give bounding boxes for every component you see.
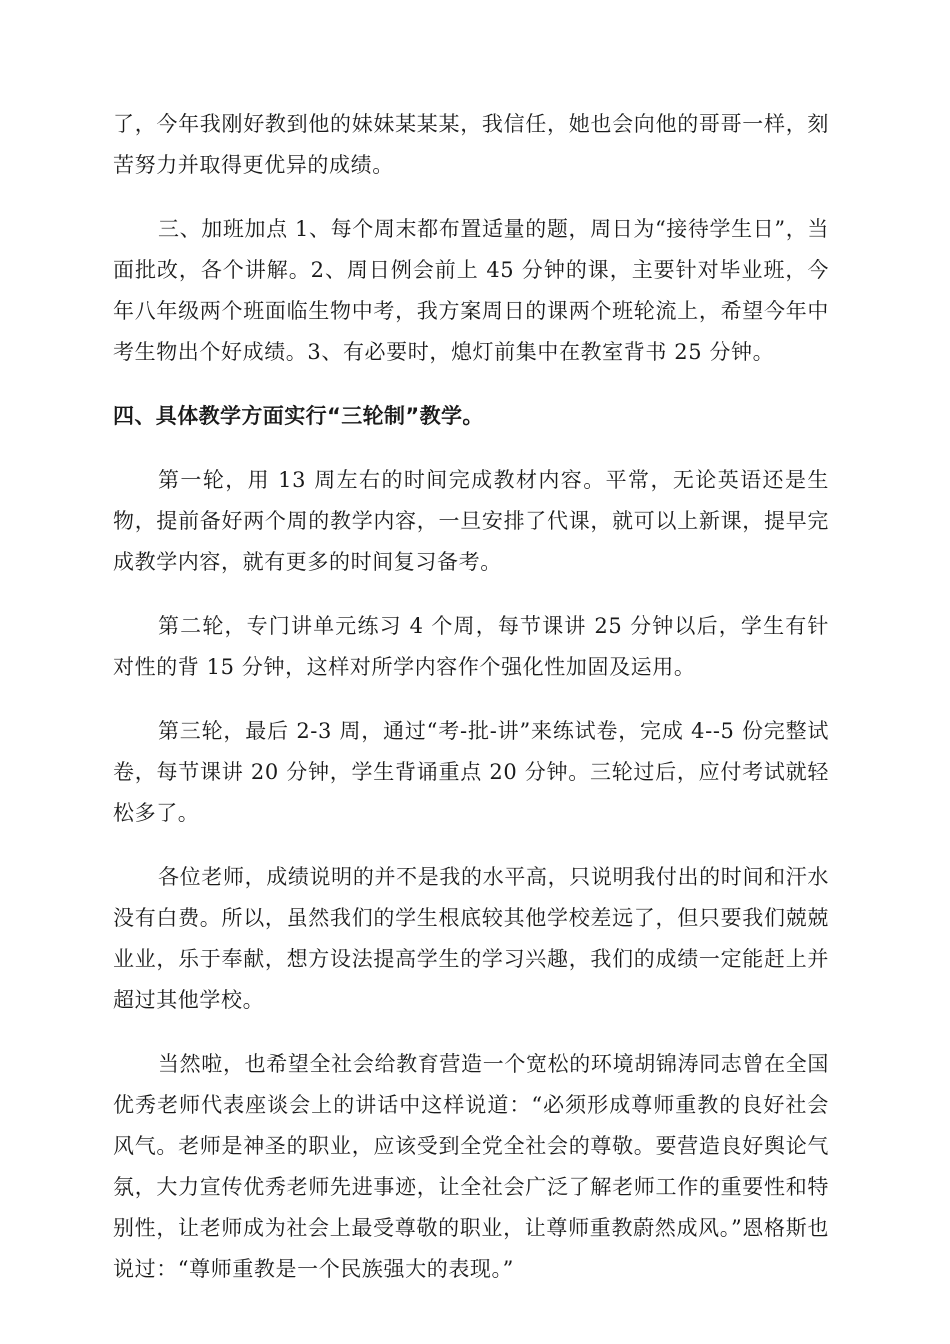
paragraph-overtime: 三、加班加点 1、每个周末都布置适量的题，周日为“接待学生日”，当面批改，各个讲解。2、周日例会前上 45 分钟的课，主要针对毕业班，今年八年级两个班面临生物中考，我方案周日的课两个班轮流上，希望今年中考生物出个好成绩。3、有必要时，熄灯前集中在教室背书 25 分钟。 xyxy=(113,217,829,364)
paragraph-round-one: 第一轮，用 13 周左右的时间完成教材内容。平常，无论英语还是生物，提前备好两个周的教学内容，一旦安排了代课，就可以上新课，提早完成教学内容，就有更多的时间复习备考。 xyxy=(113,468,829,574)
document-body xyxy=(113,104,829,1313)
paragraph-round-three: 第三轮，最后 2-3 周，通过“考-批-讲”来练试卷，完成 4--5 份完整试卷，每节课讲 20 分钟，学生背诵重点 20 分钟。三轮过后，应付考试就轻松多了。 xyxy=(113,719,829,825)
paragraph-round-two: 第二轮，专门讲单元练习 4 个周，每节课讲 25 分钟以后，学生有针对性的背 15 分钟，这样对所学内容作个强化性加固及运用。 xyxy=(113,614,829,679)
section-heading: 四、具体教学方面实行“三轮制”教学。 xyxy=(113,404,484,428)
paragraph-colleagues: 各位老师，成绩说明的并不是我的水平高，只说明我付出的时间和汗水没有白费。所以，虽然我们的学生根底较其他学校差远了，但只要我们兢兢业业，乐于奉献，想方设法提高学生的学习兴趣，我们的成绩一定能赶上并超过其他学校。 xyxy=(113,865,829,1012)
paragraph-continuation: 了，今年我刚好教到他的妹妹某某某，我信任，她也会向他的哥哥一样，刻苦努力并取得更优异的成绩。 xyxy=(113,112,829,177)
paragraph-society: 当然啦，也希望全社会给教育营造一个宽松的环境胡锦涛同志曾在全国优秀老师代表座谈会上的讲话中这样说道：“必须形成尊师重教的良好社会风气。老师是神圣的职业，应该受到全党全社会的尊敬。要营造良好舆论气氛，大力宣传优秀老师先进事迹，让全社会广泛了解老师工作的重要性和特别性，让老师成为社会上最受尊敬的职业，让尊师重教蔚然成风。”恩格斯也说过：“尊师重教是一个民族强大的表现。” xyxy=(113,1052,829,1281)
